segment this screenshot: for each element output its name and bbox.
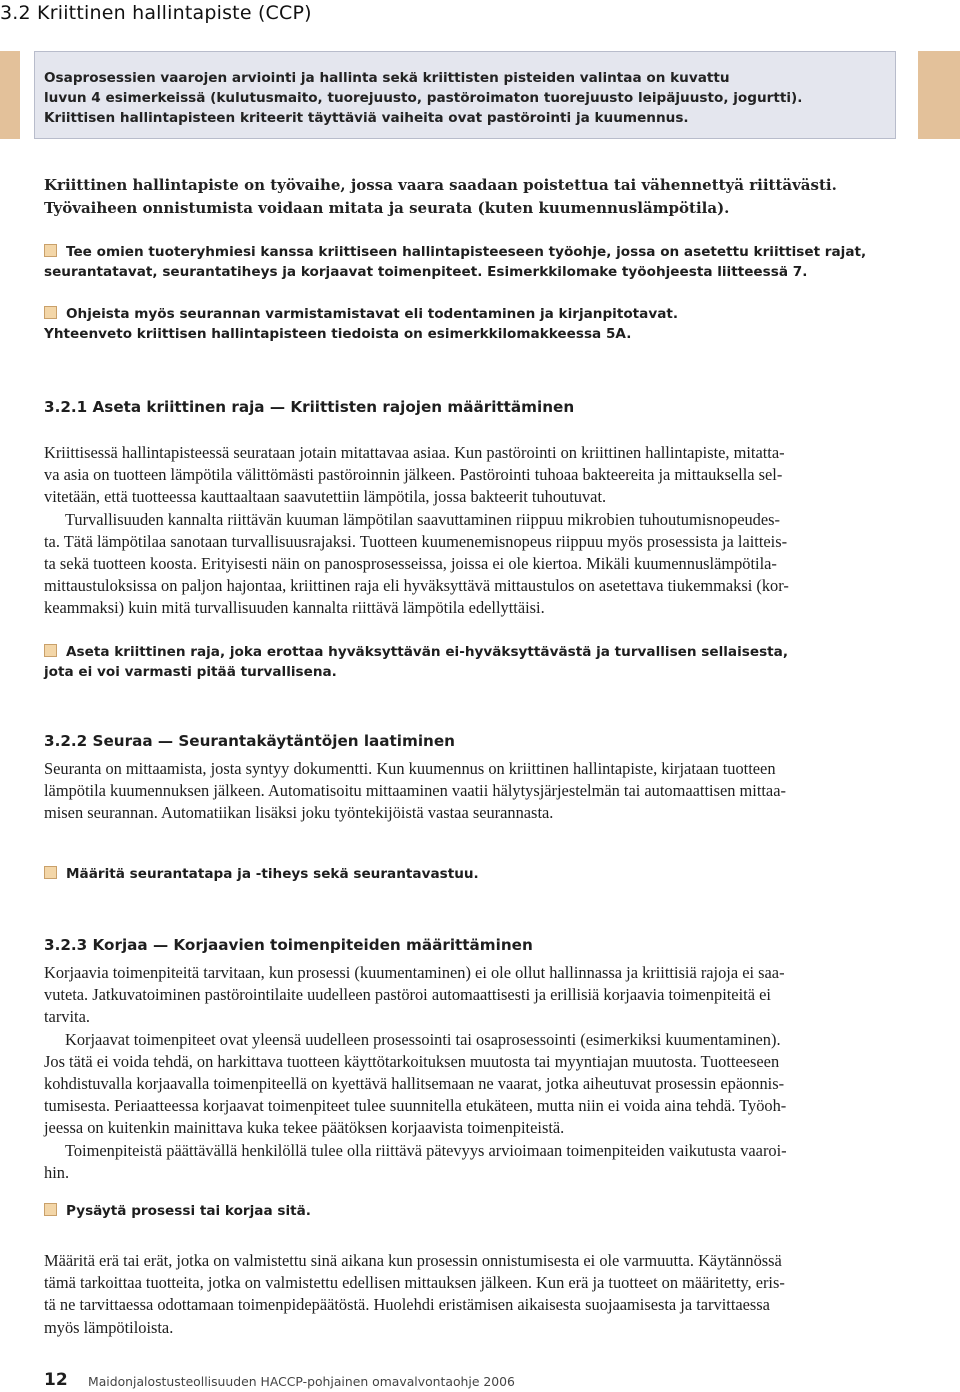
bullet-line: Yhteenveto kriittisen hallintapisteen tiedoista on esimerkkilomakkeessa 5A. [44,326,632,342]
definition-line: Työvaiheen onnistumista voidaan mitata ja seurata (kuten kuumennuslämpötila). [44,199,730,217]
body-line: vitetään, että tuotteessa kauttaaltaan saavutettiin lämpötila, jossa bakteerit tuhoutuvat. [44,487,607,507]
body-line: tarvita. [44,1007,90,1027]
body-line: kohdistuvalla korjaavalla toimenpiteellä on kyettävä hallitsemaan ne vaarat, jotka aiheutuvat prosessin epäonnis- [44,1074,785,1094]
bullet-square-icon [44,866,57,879]
body-line: jeessa on kuitenkin mainittava kuka tekee päätöksen korjaavista toimenpiteistä. [44,1118,565,1138]
closing-paragraph [44,1250,914,1339]
section-title: 3.2 Kriittinen hallintapiste (CCP) [0,2,312,24]
body-line: ta sekä tuotteen koosta. Erityisesti näin on panosprosesseissa, joissa ei ole kiertoa. Mikäli kuumennuslämpötila- [44,554,777,574]
bullet-square-icon [44,244,57,257]
intro-line: Osaprosessien vaarojen arviointi ja hallinta sekä kriittisten pisteiden valintaa on kuvattu [44,70,730,86]
body-line: hin. [44,1162,70,1182]
body-line: misen seurannan. Automatiikan lisäksi joku työntekijöistä vastaa seurannasta. [44,803,554,823]
body-line: ta. Tätä lämpötilaa sanotaan turvallisuusrajaksi. Tuotteen kuumenemisnopeus riippuu myös prosessista ja laitteis- [44,531,788,551]
body-line: keammaksi) kuin mitä turvallisuuden kannalta riittävä lämpötila edellyttäisi. [44,598,545,618]
subsection-body-3-2-3 [44,962,914,1184]
definition-line: Kriittinen hallintapiste on työvaihe, jossa vaara saadaan poistettua tai vähennettyä riittävästi. [44,176,837,194]
subsection-heading-3-2-2: 3.2.2 Seuraa — Seurantakäytäntöjen laatiminen [44,732,455,750]
body-line: Korjaavat toimenpiteet ovat yleensä uudelleen prosessointi tai osaprosessointi (esimerkiksi kuumentaminen). [65,1029,781,1049]
page-number: 12 [44,1370,68,1390]
body-line: mittaustuloksissa on paljon hajontaa, kriittinen raja eli hyväksyttävä mittaustulos on asetettava tiukemmaksi (kor- [44,576,789,596]
body-line: tä ne tarvittaessa odottamaan toimenpidepäätöstä. Huolehdi eristämisen aikaisesta suojaamisesta ja tarvittaessa [44,1295,770,1315]
bullet-line: jota ei voi varmasti pitää turvallisena. [44,664,337,680]
bullet-verification [44,304,678,344]
bullet-line: Aseta kriittinen raja, joka erottaa hyväksyttävän ei-hyväksyttävästä ja turvallisen sellaisesta, [66,644,788,660]
subsection-body-3-2-1 [44,442,914,620]
intro-line: Kriittisen hallintapisteen kriteerit täyttäviä vaiheita ovat pastörointi ja kuumennus. [44,110,689,126]
bullet-work-instruction [44,242,866,282]
body-line: Jos tätä ei voida tehdä, on harkittava tuotteen käyttötarkoituksen muutosta tai myyntiajan muutosta. Tuotteeseen [44,1051,780,1071]
definition [44,174,837,220]
bullet-square-icon [44,644,57,657]
body-line: myös lämpötiloista. [44,1317,174,1337]
subsection-heading-3-2-1: 3.2.1 Aseta kriittinen raja — Kriittisten rajojen määrittäminen [44,398,575,416]
body-line: Korjaavia toimenpiteitä tarvitaan, kun prosessi (kuumentaminen) ei ole ollut hallinnassa ja kriittisiä rajoja ei saa- [44,963,785,982]
body-line: Seuranta on mittaamista, josta syntyy dokumentti. Kun kuumennus on kriittinen hallintapiste, kirjataan tuotteen [44,759,776,778]
bullet-line: Tee omien tuoteryhmiesi kanssa kriittiseen hallintapisteeseen työohje, jossa on asetettu kriittiset rajat, [66,244,867,260]
body-line: Turvallisuuden kannalta riittävän kuuman lämpötilan saavuttaminen riippuu mikrobien tuhoutumisnopeudes- [65,509,780,529]
bullet-line: Ohjeista myös seurannan varmistamistavat eli todentaminen ja kirjanpitotavat. [66,306,679,322]
intro-text [44,68,894,128]
publication-title: Maidonjalostusteollisuuden HACCP-pohjainen omavalvontaohje 2006 [88,1374,515,1389]
body-line: Määritä erä tai erät, jotka on valmistettu sinä aikana kun prosessin onnistumisesta ei ole varmuutta. Käytännössä [44,1251,782,1270]
bullet-line: Määritä seurantatapa ja -tiheys sekä seurantavastuu. [66,866,479,882]
body-line: Kriittisessä hallintapisteessä seurataan jotain mitattavaa asiaa. Kun pastörointi on kriittinen hallintapiste, mitatta- [44,443,785,462]
bullet-line: seurantatavat, seurantatiheys ja korjaavat toimenpiteet. Esimerkkilomake työohjeesta liitteessä 7. [44,264,808,280]
left-margin-bar [0,51,20,139]
bullet-monitoring [44,864,479,884]
body-line: tumisesta. Periaatteessa korjaavat toimenpiteet tulee suunnitella etukäteen, mutta niin ei voida aina tehdä. Työoh- [44,1096,787,1116]
subsection-body-3-2-2 [44,758,914,825]
body-line: vuteta. Jatkuvatoiminen pastörointilaite uudelleen pastöroi automaattisesti ja erillisiä korjaavia toimenpiteitä ei [44,985,771,1005]
intro-line: luvun 4 esimerkeissä (kulutusmaito, tuorejuusto, pastöroimaton tuorejuusto leipäjuusto, jogurtti). [44,90,803,106]
bullet-stop-process [44,1201,311,1221]
bullet-square-icon [44,1203,57,1216]
bullet-square-icon [44,306,57,319]
right-margin-bar [918,51,960,139]
body-line: Toimenpiteistä päättävällä henkilöllä tulee olla riittävä pätevyys arvioimaan toimenpiteiden vaikutusta vaaroi- [65,1140,787,1160]
subsection-heading-3-2-3: 3.2.3 Korjaa — Korjaavien toimenpiteiden määrittäminen [44,936,533,954]
bullet-critical-limit [44,642,788,682]
body-line: tämä tarkoittaa tuotteita, jotka on valmistettu edellisen mittauksen jälkeen. Kun erä ja tuotteet on määritetty, eris- [44,1273,785,1293]
bullet-line: Pysäytä prosessi tai korjaa sitä. [66,1203,311,1219]
body-line: lämpötila kuumennuksen jälkeen. Automatisoitu mittaaminen vaatii hälytysjärjestelmän tai automaattisen mittaa- [44,781,786,801]
body-line: va asia on tuotteen lämpötila välittömästi pastöroinnin jälkeen. Pastörointi tuhoaa bakteereita ja mittauksella sel- [44,465,783,485]
